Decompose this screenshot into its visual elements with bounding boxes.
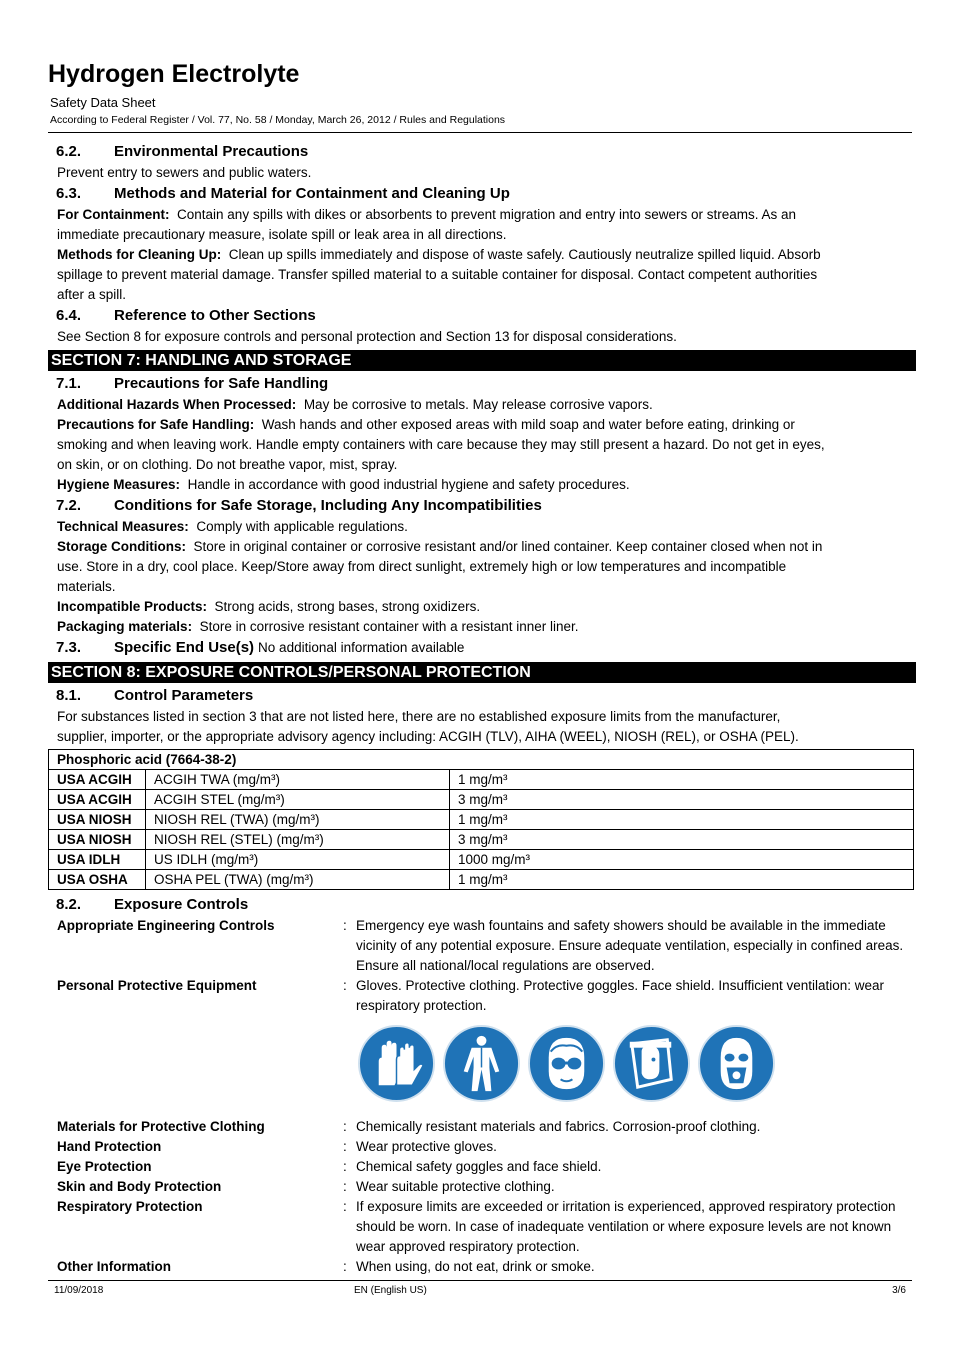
section-7-bar: SECTION 7: HANDLING AND STORAGE	[48, 350, 916, 371]
footer-date: 11/09/2018	[54, 1285, 104, 1296]
value-cell: 3 mg/m³	[450, 830, 914, 850]
eye-protection-row	[57, 1157, 916, 1177]
subsection-6-3-heading: 6.3. Methods and Material for Containment and Cleaning Up	[56, 185, 510, 202]
agency-cell: USA NIOSH	[49, 830, 146, 850]
safe-handling-line-1: Precautions for Safe Handling: Wash hands and other exposed areas with mild soap and water before eating, drinking or	[57, 417, 795, 432]
safe-handling-line-3: on skin, or on clothing. Do not breathe vapor, mist, spray.	[57, 457, 398, 472]
document-subtitle: Safety Data Sheet	[50, 95, 156, 110]
additional-hazards-line: Additional Hazards When Processed: May be corrosive to metals. May release corrosive vapors.	[57, 397, 653, 412]
substance-header: Phosphoric acid (7664-38-2)	[49, 750, 914, 770]
storage-conditions-line-3: materials.	[57, 579, 116, 594]
separator: :	[343, 1179, 347, 1194]
regulation-reference: According to Federal Register / Vol. 77, No. 58 / Monday, March 26, 2012 / Rules and Regulations	[50, 114, 506, 126]
separator: :	[343, 918, 347, 933]
storage-conditions-line-2: use. Store in a dry, cool place. Keep/Store away from direct sunlight, extremely high or low temperatures and incompatible	[57, 559, 787, 574]
other-sections-text: See Section 8 for exposure controls and personal protection and Section 13 for disposal considerations.	[57, 329, 677, 344]
materials-row	[57, 1117, 916, 1137]
separator: :	[343, 1119, 347, 1134]
hand-protection-text: Wear protective gloves.	[356, 1139, 497, 1154]
face-shield-icon	[612, 1024, 691, 1103]
table-row	[49, 850, 914, 870]
materials-label: Materials for Protective Clothing	[57, 1119, 265, 1134]
page-footer	[48, 1280, 912, 1296]
ppe-text: Gloves. Protective clothing. Protective goggles. Face shield. Insufficient ventilation: wear respiratory protection.	[356, 978, 885, 1013]
table-row	[49, 790, 914, 810]
exposure-limits-table	[48, 749, 914, 890]
agency-cell: USA IDLH	[49, 850, 146, 870]
goggles-icon	[527, 1024, 606, 1103]
skin-protection-text: Wear suitable protective clothing.	[356, 1179, 555, 1194]
separator: :	[343, 1159, 347, 1174]
subsection-7-3-heading: 7.3. Specific End Use(s) No additional information available	[56, 639, 465, 656]
separator: :	[343, 1199, 347, 1214]
subsection-7-1-heading: 7.1. Precautions for Safe Handling	[56, 375, 329, 392]
cleaning-line-3: after a spill.	[57, 287, 127, 302]
respirator-icon	[697, 1024, 776, 1103]
materials-text: Chemically resistant materials and fabrics. Corrosion-proof clothing.	[356, 1119, 761, 1134]
control-parameters-line-2: supplier, importer, or the appropriate advisory agency including: ACGIH (TLV), AIHA (WEEL), NIOSH (REL), or OSHA (PEL).	[57, 729, 799, 744]
document-title: Hydrogen Electrolyte	[48, 60, 300, 88]
subsection-7-2-heading: 7.2. Conditions for Safe Storage, Including Any Incompatibilities	[56, 497, 542, 514]
engineering-controls-row	[57, 916, 916, 976]
agency-cell: USA NIOSH	[49, 810, 146, 830]
table-row	[49, 830, 914, 850]
hand-protection-label: Hand Protection	[57, 1139, 162, 1154]
subsection-8-1-heading: 8.1. Control Parameters	[56, 687, 254, 704]
safe-handling-line-2: smoking and when leaving work. Handle empty containers with care because they may still present a hazard. Do not get in eyes,	[57, 437, 825, 452]
parameter-cell: US IDLH (mg/m³)	[146, 850, 450, 870]
value-cell: 1 mg/m³	[450, 810, 914, 830]
agency-cell: USA ACGIH	[49, 790, 146, 810]
environmental-precautions-text: Prevent entry to sewers and public waters.	[57, 165, 312, 180]
table-row	[49, 770, 914, 790]
storage-conditions-line-1: Storage Conditions: Store in original container or corrosive resistant and/or lined container. Keep container closed when not in	[57, 539, 823, 554]
cleaning-line-1: Methods for Cleaning Up: Clean up spills immediately and dispose of waste safely. Cautiously neutralize spilled liquid. Absorb	[57, 247, 821, 262]
ppe-row	[57, 976, 916, 1016]
hand-protection-row	[57, 1137, 916, 1157]
technical-measures-line: Technical Measures: Comply with applicable regulations.	[57, 519, 408, 534]
respiratory-protection-text: If exposure limits are exceeded or irritation is experienced, approved respiratory protection should be worn. In case of inadequate ventilation or where exposure levels are not known wear approved respiratory protection.	[356, 1199, 896, 1254]
packaging-materials-line: Packaging materials: Store in corrosive resistant container with a resistant inner liner.	[57, 619, 579, 634]
section-8-bar: SECTION 8: EXPOSURE CONTROLS/PERSONAL PROTECTION	[48, 662, 916, 683]
respiratory-protection-label: Respiratory Protection	[57, 1199, 203, 1214]
parameter-cell: NIOSH REL (TWA) (mg/m³)	[146, 810, 450, 830]
parameter-cell: ACGIH STEL (mg/m³)	[146, 790, 450, 810]
parameter-cell: ACGIH TWA (mg/m³)	[146, 770, 450, 790]
engineering-controls-label: Appropriate Engineering Controls	[57, 918, 275, 933]
gloves-icon	[357, 1024, 436, 1103]
separator: :	[343, 1139, 347, 1154]
document-body	[48, 141, 916, 1277]
hygiene-measures-line: Hygiene Measures: Handle in accordance with good industrial hygiene and safety procedures.	[57, 477, 630, 492]
eye-protection-label: Eye Protection	[57, 1159, 152, 1174]
parameter-cell: OSHA PEL (TWA) (mg/m³)	[146, 870, 450, 890]
value-cell: 1 mg/m³	[450, 770, 914, 790]
value-cell: 1000 mg/m³	[450, 850, 914, 870]
subsection-6-2-heading: 6.2. Environmental Precautions	[56, 143, 309, 160]
skin-protection-row	[57, 1177, 916, 1197]
footer-language: EN (English US)	[354, 1285, 427, 1296]
cleaning-line-2: spillage to prevent material damage. Transfer spilled material to a suitable container for disposal. Contact competent authorities	[57, 267, 818, 282]
ppe-pictograms	[357, 1024, 916, 1103]
agency-cell: USA ACGIH	[49, 770, 146, 790]
engineering-controls-text: Emergency eye wash fountains and safety showers should be available in the immediate vicinity of any potential exposure. Ensure adequate ventilation, especially in confined areas. Ensure all national/local regulations are observed.	[356, 918, 904, 973]
containment-line-1: For Containment: Contain any spills with dikes or absorbents to prevent migration and entry into sewers or streams. As an	[57, 207, 797, 222]
parameter-cell: NIOSH REL (STEL) (mg/m³)	[146, 830, 450, 850]
containment-line-2: immediate precautionary measure, isolate spill or leak area in all directions.	[57, 227, 507, 242]
eye-protection-text: Chemical safety goggles and face shield.	[356, 1159, 602, 1174]
header-divider	[48, 132, 912, 133]
subsection-6-4-heading: 6.4. Reference to Other Sections	[56, 307, 316, 324]
other-information-text: When using, do not eat, drink or smoke.	[356, 1259, 595, 1274]
separator: :	[343, 1259, 347, 1274]
skin-protection-label: Skin and Body Protection	[57, 1179, 222, 1194]
agency-cell: USA OSHA	[49, 870, 146, 890]
subsection-8-2-heading: 8.2. Exposure Controls	[56, 896, 249, 913]
table-row	[49, 870, 914, 890]
control-parameters-line-1: For substances listed in section 3 that are not listed here, there are no established exposure limits from the manufacturer,	[57, 709, 781, 724]
table-header-row	[49, 750, 914, 770]
other-information-row	[57, 1257, 916, 1277]
incompatible-products-line: Incompatible Products: Strong acids, strong bases, strong oxidizers.	[57, 599, 481, 614]
value-cell: 1 mg/m³	[450, 870, 914, 890]
other-information-label: Other Information	[57, 1259, 171, 1274]
value-cell: 3 mg/m³	[450, 790, 914, 810]
specific-end-use-text: No additional information available	[258, 640, 465, 655]
separator: :	[343, 978, 347, 993]
respiratory-protection-row	[57, 1197, 916, 1257]
footer-page-number: 3/6	[892, 1285, 906, 1296]
protective-suit-icon	[442, 1024, 521, 1103]
table-row	[49, 810, 914, 830]
ppe-label: Personal Protective Equipment	[57, 978, 257, 993]
